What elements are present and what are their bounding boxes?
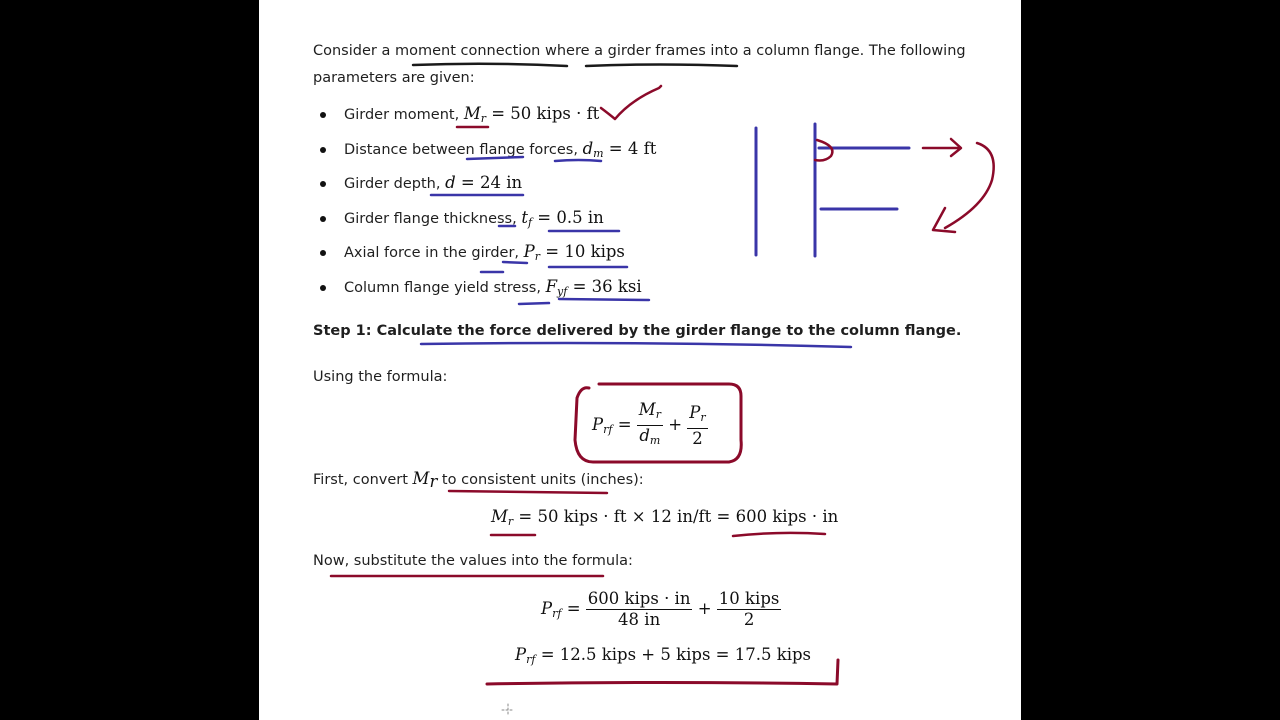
underline-mark [449,491,607,493]
parameter-subscript: r [480,112,486,125]
check-mark-icon [601,86,661,119]
underline-mark [559,299,649,300]
arrow-icon [923,139,961,156]
formula-den1-sub: m [649,434,661,447]
parameter-symbol: d [445,173,456,192]
cursor-icon [502,704,514,716]
parameter-value: = 36 ksi [567,276,642,296]
step-heading: Step 1: Calculate the force delivered by the girder flange to the column flange. [313,323,962,339]
parameter-symbol: t [521,207,528,227]
underline-mark [555,160,601,161]
underline-mark [503,262,527,263]
formula-num2-sub: r [700,410,706,424]
sub-eq-num1: 600 kips · in [587,589,691,608]
parameter-symbol: F [545,276,558,296]
underline-mark [586,65,737,67]
parameter-label: Distance between flange forces, [344,141,583,158]
formula-lhs: P [592,415,604,434]
result-lhs: P [515,645,527,664]
result-underline [487,660,838,684]
formula-eq: = [612,415,637,434]
sub-eq-eq: = [561,599,586,618]
ink-annotations [259,0,1021,720]
conversion-rhs: = 50 kips · ft × 12 in/ft = 600 kips · in [513,507,839,526]
parameter-subscript: yf [557,284,568,298]
conversion-lhs: M [491,507,508,526]
formula-num1: M [638,400,656,419]
parameter-symbol: P [523,242,535,261]
conversion-lhs-sub: r [507,515,514,528]
convert-post: to consistent units (inches): [437,472,644,488]
convert-symbol-sub: r [429,472,438,491]
parameter-value: = 0.5 in [532,207,604,227]
parameter-subscript: r [534,250,541,263]
formula-den1: d [639,426,650,445]
sub-eq-num2: 10 kips [718,589,780,608]
moment-arc [815,140,832,161]
result-rhs: = 12.5 kips + 5 kips = 17.5 kips [535,645,812,664]
parameter-subscript: m [593,146,604,160]
formula-num1-sub: r [655,408,661,421]
parameter-value: = 24 in [455,173,523,192]
underline-mark [467,157,523,159]
convert-symbol: M [412,469,430,488]
underline-mark [421,343,851,347]
formula-den2: 2 [692,428,703,448]
substitute-text: Now, substitute the values into the formula: [313,553,633,569]
formula-num2: P [689,402,701,422]
parameter-subscript: f [527,215,533,229]
sub-eq-lhs: P [541,599,553,618]
convert-pre: First, convert [313,472,413,488]
sub-eq-lhs-sub: rf [552,607,562,620]
parameter-label: Axial force in the girder, [344,245,524,261]
underline-mark [733,533,825,536]
parameter-value: = 50 kips · ft [485,104,600,123]
document-page [259,0,1021,720]
parameter-symbol: M [463,104,481,123]
result-lhs-sub: rf [526,653,536,666]
parameter-value: = 10 kips [540,242,625,261]
intro-line-2: parameters are given: [313,70,475,86]
formula-highlight-box [575,384,741,462]
formula-plus: + [662,415,688,434]
underline-mark [519,303,549,304]
using-formula-text: Using the formula: [313,369,448,385]
parameter-value: = 4 ft [603,138,657,158]
underline-mark [413,64,567,66]
sub-eq-plus: + [692,599,717,618]
sub-eq-den1: 48 in [618,610,661,629]
parameter-symbol: d [582,138,594,158]
formula-lhs-sub: rf [603,423,613,436]
parameter-label: Girder moment, [344,107,464,123]
intro-line-1: Consider a moment connection where a girder frames into a column flange. The following [313,43,966,59]
parameter-label: Column flange yield stress, [344,279,546,296]
parameter-label: Girder flange thickness, [344,210,522,227]
sub-eq-den2: 2 [743,610,755,629]
parameter-label: Girder depth, [344,176,446,192]
